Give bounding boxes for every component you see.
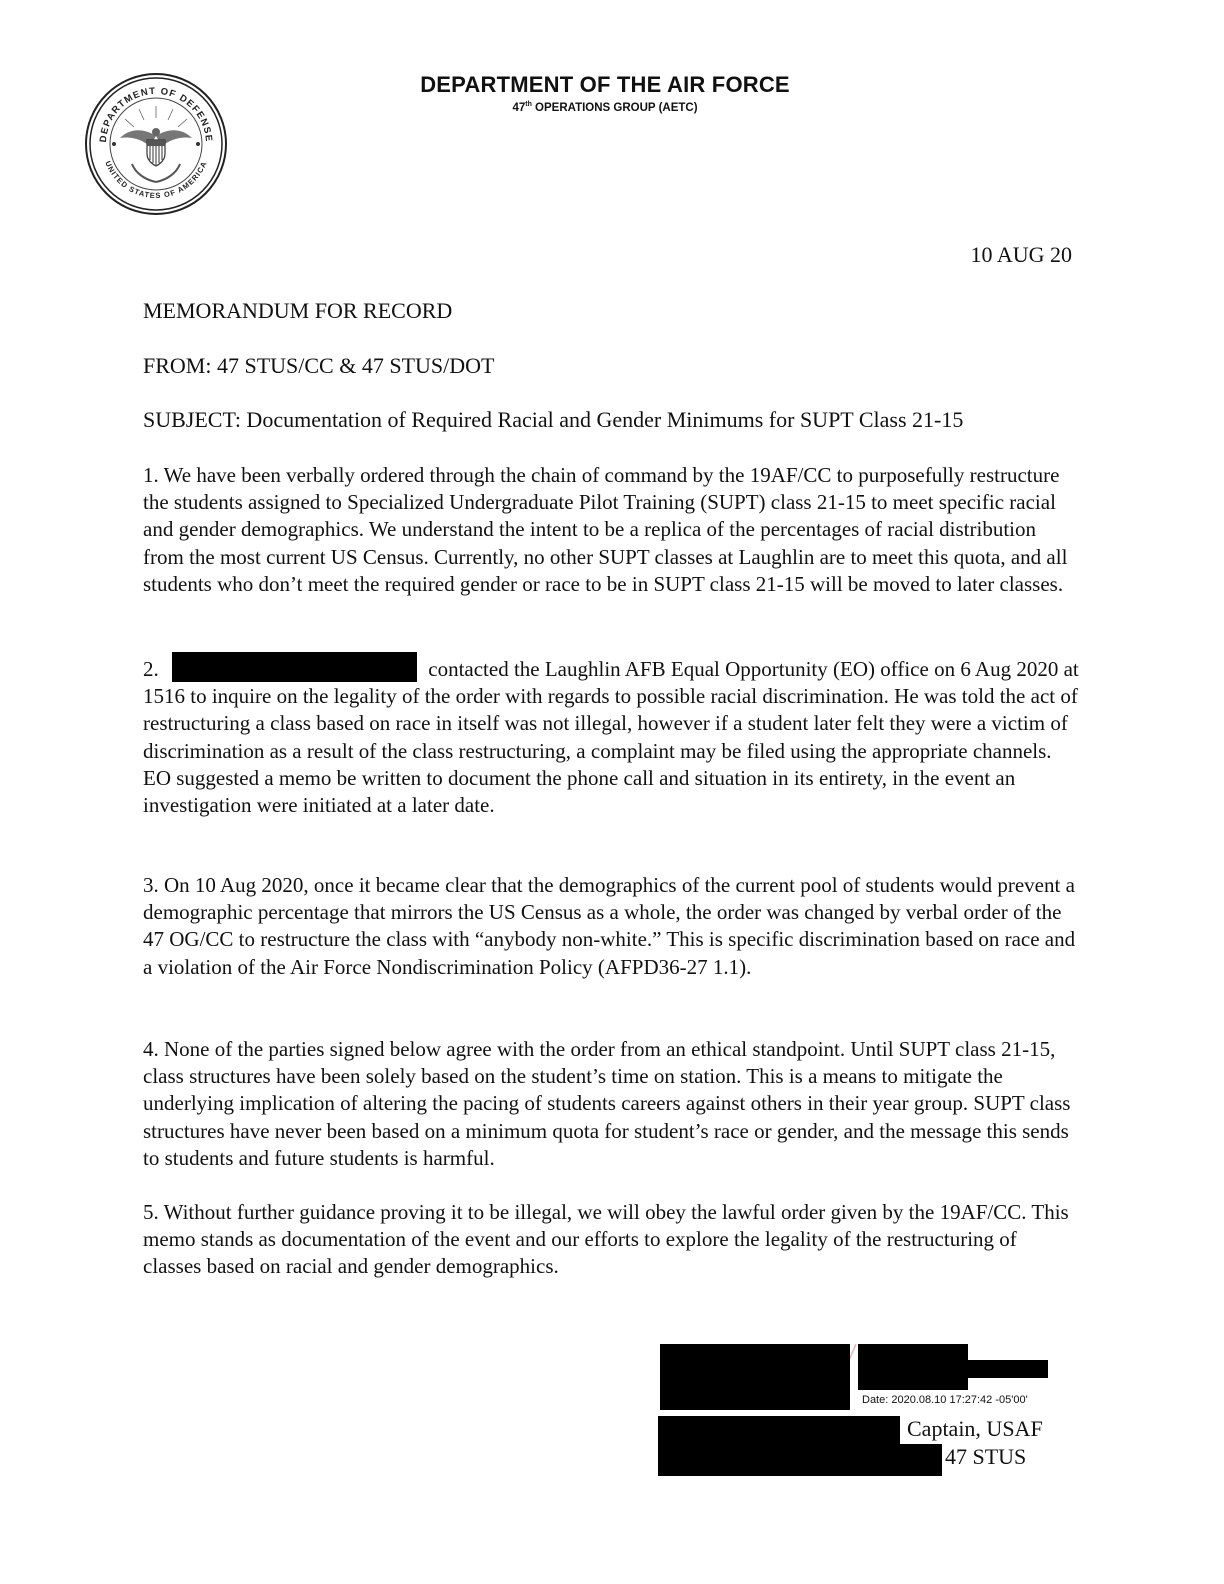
- paragraph-3: 3. On 10 Aug 2020, once it became clear that the demographics of the current pool of students would prevent a demographic percentage that mirrors the US Census as a whole, the order was changed by verbal order of the 47 OG/CC to restructure the class with “anybody non-white.” This is specific discrimination based on race and a violation of the Air Force Nondiscrimination Policy (AFPD36-27 1.1).: [143, 873, 1076, 979]
- signature-block: [658, 1340, 1078, 1480]
- svg-text:UNITED STATES OF AMERICA: UNITED STATES OF AMERICA: [103, 159, 209, 201]
- dod-seal: [84, 72, 228, 216]
- signer-unit: 47 STUS: [945, 1444, 1027, 1469]
- redaction-signer-name: [658, 1416, 900, 1476]
- memo-from: FROM: 47 STUS/CC & 47 STUS/DOT: [143, 353, 495, 378]
- signer-rank: Captain, USAF: [907, 1416, 1043, 1441]
- svg-text:DEPARTMENT OF DEFENSE: DEPARTMENT OF DEFENSE: [97, 85, 215, 143]
- memo-date: 10 AUG 20: [970, 242, 1072, 267]
- paragraph-4: 4. None of the parties signed below agree with the order from an ethical standpoint. Until SUPT class 21-15, class structures have been solely based on the student’s time on station. This is a means to mitigate the underlying implication of altering the pacing of students careers against others in their year group. SUPT class structures have never been based on a minimum quota for student’s race or gender, and the message this sends to students and future students is harmful.: [143, 1037, 1071, 1170]
- paragraph-2: [143, 652, 1079, 819]
- redaction-name: [172, 652, 417, 682]
- memo-for: MEMORANDUM FOR RECORD: [143, 298, 453, 323]
- letterhead-unit: 47th OPERATIONS GROUP (AETC): [512, 101, 698, 114]
- dod-seal-icon: [84, 72, 228, 216]
- letterhead: [380, 72, 830, 115]
- redaction-signer-title: [900, 1444, 942, 1476]
- letterhead-title: DEPARTMENT OF THE AIR FORCE: [420, 72, 790, 97]
- paragraph-2-number: 2.: [143, 657, 159, 681]
- redaction-signature: [660, 1344, 850, 1410]
- memo-subject: SUBJECT: Documentation of Required Racial and Gender Minimums for SUPT Class 21-15: [143, 407, 964, 432]
- paragraph-2-text: contacted the Laughlin AFB Equal Opportunity (EO) office on 6 Aug 2020 at 1516 to inquire on the legality of the order with regards to possible racial discrimination. He was told the act of restructuring a class based on race in itself was not illegal, however if a student later felt they were a victim of discrimination as a result of the class restructuring, a complaint may be filed using the appropriate channels. EO suggested a memo be written to document the phone call and situation in its entirety, in the event an investigation were initiated at a later date.: [143, 657, 1079, 818]
- paragraph-1: 1. We have been verbally ordered through the chain of command by the 19AF/CC to purposefully restructure the students assigned to Specialized Undergraduate Pilot Training (SUPT) class 21-15 to meet specific racial and gender demographics. We understand the intent to be a replica of the percentages of racial distribution from the most current US Census. Currently, no other SUPT classes at Laughlin are to meet this quota, and all students who don’t meet the required gender or race to be in SUPT class 21-15 will be moved to later classes.: [143, 463, 1068, 596]
- redaction-digital-name-2: [858, 1360, 1048, 1378]
- paragraph-5: 5. Without further guidance proving it to be illegal, we will obey the lawful order given by the 19AF/CC. This memo stands as documentation of the event and our efforts to explore the legality of the restructuring of classes based on racial and gender demographics.: [143, 1200, 1069, 1279]
- digital-signature-date: Date: 2020.08.10 17:27:42 -05'00': [862, 1394, 1028, 1406]
